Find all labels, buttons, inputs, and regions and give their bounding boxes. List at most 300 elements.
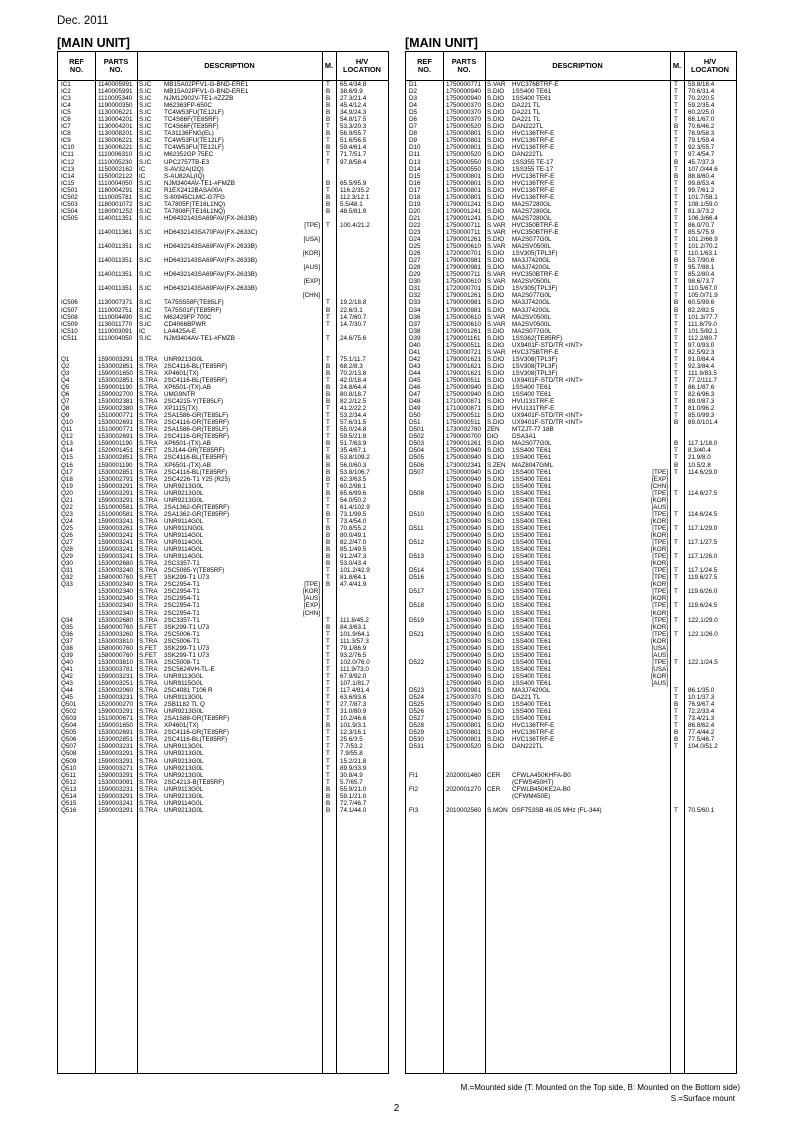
parts-no: 1590001190: [98, 384, 133, 392]
table-row: [58, 137, 388, 144]
parts-no: 1110002751: [98, 306, 133, 314]
table-row: [58, 433, 388, 440]
table-row: [58, 377, 388, 384]
destination: [KOR]: [650, 560, 668, 568]
description: HD6432143SA69FAV(FX-2633B): [164, 243, 257, 251]
hv-location: 119.6/27.5: [688, 574, 718, 582]
description: HD6432143SA69FAV(FX-2633B): [164, 271, 257, 279]
parts-no: 1750000940: [446, 658, 482, 666]
ref-no: Q44: [61, 687, 73, 695]
destination: [TPE]: [652, 539, 668, 547]
hv-location: 59.8/18.4: [688, 81, 715, 88]
parts-no: 1750000940: [446, 644, 482, 652]
description: CD4066BPWR: [164, 320, 206, 328]
parts-no: 1520001451: [98, 447, 134, 455]
ref-no: Q35: [61, 623, 73, 631]
description: 2SC2954-T1: [164, 595, 200, 603]
parts-no: 1110004490: [98, 313, 133, 321]
description: TA75S01F(TE85RF): [164, 306, 222, 314]
table-row: [406, 758, 736, 765]
ref-no: D39: [409, 334, 421, 342]
table-row: [58, 81, 388, 88]
table-row: [406, 708, 736, 715]
hv-location: 60.5/99.6: [688, 299, 715, 307]
part-type: S.FET: [139, 651, 157, 659]
table-row: [58, 208, 388, 215]
ref-no: IC3: [61, 95, 71, 103]
destination: [KOR]: [650, 532, 668, 539]
mounted-side: B: [326, 560, 331, 568]
ref-no: FI3: [409, 806, 419, 814]
hv-location: 117.4/81.4: [340, 687, 370, 695]
part-type: S.DIO: [487, 264, 505, 272]
mounted-side: T: [326, 630, 330, 638]
mounted-side: B: [326, 799, 331, 807]
hv-location: 107.0/44.6: [688, 165, 718, 173]
part-type: S.DIO: [487, 546, 505, 554]
parts-no: 1530002691: [98, 433, 134, 441]
table-row: [58, 469, 388, 476]
part-type: S.TRA: [139, 743, 158, 751]
ref-no: D6: [409, 116, 418, 124]
parts-no: 1750000940: [446, 532, 482, 539]
table-row: [406, 617, 736, 624]
destination: [KOR]: [650, 546, 668, 554]
description: 1SS400 TE61: [512, 489, 552, 497]
destination: [EXP]: [303, 278, 320, 286]
hv-location: 53.0/43.4: [340, 560, 367, 568]
table-row: [406, 363, 736, 370]
description: UNR9114G0L: [164, 546, 204, 554]
description: UNR9213G0L: [164, 489, 204, 497]
table-row: [406, 511, 736, 518]
description: UNR9115G0L: [164, 679, 204, 687]
parts-no: 1530002851: [98, 376, 134, 384]
part-type: S.IC: [139, 243, 152, 251]
ref-no: D506: [409, 461, 425, 469]
mounted-side: T: [326, 186, 330, 194]
part-type: S.TRA: [139, 602, 158, 610]
mounted-side: B: [326, 306, 331, 314]
parts-no: 1590003241: [98, 539, 134, 547]
table-row: [406, 236, 736, 243]
mounted-side: T: [326, 376, 330, 384]
ref-no: Q41: [61, 665, 73, 673]
mounted-side: T: [674, 348, 678, 356]
part-type: S.DIO: [487, 398, 505, 406]
destination: [CHN]: [650, 482, 668, 490]
mounted-side: T: [674, 250, 678, 258]
table-row: [406, 81, 736, 88]
table-row: [58, 363, 388, 370]
description: 2SC2954-T1: [164, 588, 200, 596]
description: 1SV305(TPL3F): [512, 285, 558, 293]
destination: [TPE]: [652, 630, 668, 638]
mounted-side: B: [326, 179, 331, 187]
table-row: [406, 144, 736, 151]
table-row: [406, 349, 736, 356]
mounted-side: T: [326, 687, 330, 695]
ref-no: D18: [409, 193, 421, 201]
mounted-side: B: [326, 532, 331, 539]
hv-location: 111.9/83.5: [688, 369, 717, 377]
parts-no: 1590001190: [98, 461, 133, 469]
hv-location: 51.6/56.5: [340, 137, 367, 145]
description: 1SS400 TE61: [512, 658, 552, 666]
hv-location: 62.3/63.5: [340, 475, 367, 483]
parts-no: 1530002340: [98, 609, 134, 617]
description: 1SS400 TE61: [512, 623, 552, 631]
ref-no: IC503: [61, 200, 78, 208]
description: HVC136TRF-E: [512, 193, 555, 201]
ref-no: D49: [409, 405, 421, 413]
mounted-side: T: [326, 151, 330, 159]
description: 2SA1362-GR(TE85RF): [164, 503, 230, 511]
parts-no: 1750000370: [446, 694, 482, 702]
ref-no: IC506: [61, 299, 78, 307]
ref-no: D529: [409, 729, 425, 737]
part-type: S.DIO: [487, 651, 505, 659]
part-type: S.DIO: [487, 355, 505, 363]
parts-no: 1750000940: [446, 391, 482, 399]
part-type: S.DIO: [487, 736, 505, 744]
hv-location: 101.2/66.9: [688, 236, 718, 244]
mounted-side: T: [674, 524, 678, 532]
ref-no: D26: [409, 250, 421, 258]
parts-no: 1750000940: [446, 496, 482, 504]
table-row: [406, 321, 736, 328]
description: 1SS400 TE61: [512, 391, 552, 399]
parts-no: 1590003231: [98, 743, 134, 751]
description: MA3J7420GL: [512, 299, 551, 307]
section-title-right: [MAIN UNIT]: [405, 36, 478, 50]
description: UNR9213G0L: [164, 708, 204, 716]
table-row: [406, 102, 736, 109]
hv-location: 7.7/53.2: [340, 743, 363, 751]
hv-location: 101.9/64.1: [340, 630, 370, 638]
table-row: [406, 137, 736, 144]
mounted-side: T: [674, 228, 678, 236]
mounted-side: T: [326, 320, 330, 328]
part-type: S.DIO: [487, 468, 505, 476]
table-row: [58, 779, 388, 786]
part-type: S.TRA: [139, 369, 158, 377]
part-type: S.TRA: [139, 539, 158, 547]
parts-no: 1750000940: [446, 475, 482, 483]
ref-no: D526: [409, 708, 425, 716]
destination: [TPE]: [652, 588, 668, 596]
part-type: S.IC: [139, 95, 152, 103]
destination: [CHN]: [302, 292, 320, 300]
mounted-side: B: [674, 419, 679, 427]
ref-no: D17: [409, 186, 421, 194]
mounted-side: T: [674, 334, 678, 342]
mounted-side: B: [326, 475, 331, 483]
part-type: S.DIO: [487, 701, 505, 709]
description: MA3J7420GL: [512, 257, 551, 265]
hv-location: 111.3/57.3: [340, 637, 369, 645]
description: 1SS400 TE61: [512, 546, 552, 554]
ref-no: D531: [409, 743, 425, 751]
ref-no: FI2: [409, 785, 419, 793]
table-row: [58, 638, 388, 645]
hv-location: 41.2/22.2: [340, 405, 367, 413]
mounted-side: T: [674, 687, 678, 695]
parts-no: 1750000801: [446, 729, 482, 737]
mounted-side: T: [326, 299, 330, 307]
description: 2SC4081 T106 R: [164, 687, 213, 695]
table-row: [406, 694, 736, 701]
table-body-right: [406, 81, 736, 814]
description: 2SC2954-T1: [164, 581, 200, 589]
hv-location: 77.4/44.2: [688, 729, 715, 737]
description: 2SC4116-BL(TE85RF): [164, 376, 228, 384]
hv-location: 86.0/70.7: [688, 221, 715, 229]
table-row: [58, 497, 388, 504]
part-type: S.DIO: [487, 588, 505, 596]
part-type: S.DIO: [487, 306, 505, 314]
mounted-side: B: [326, 454, 331, 462]
mounted-side: T: [326, 482, 330, 490]
description: 2SC3357-T1: [164, 616, 200, 624]
table-header: [406, 52, 736, 81]
parts-no: 1750000370: [446, 116, 482, 124]
parts-no: 1530002691: [98, 729, 134, 737]
mounted-side: T: [326, 764, 330, 772]
hv-location: 56.9/55.7: [340, 130, 367, 138]
parts-no: 1510000581: [98, 510, 134, 518]
description: DAN222TL: [512, 151, 544, 159]
destination: [AUS]: [303, 264, 320, 272]
table-row: [406, 116, 736, 123]
description: MB15A02PFV1-G-BND-ERE1: [164, 81, 249, 88]
description: UX9401F-STD/TR <INT>: [512, 376, 583, 384]
part-type: S.DIO: [487, 665, 505, 673]
table-row: [406, 553, 736, 560]
ref-no: D44: [409, 369, 421, 377]
mounted-side: B: [674, 729, 679, 737]
part-type: S.IC: [139, 271, 152, 279]
mounted-side: T: [326, 412, 330, 420]
part-type: IC: [139, 327, 146, 335]
section-title-left: [MAIN UNIT]: [57, 36, 130, 50]
mounted-side: T: [326, 750, 330, 758]
hv-location: 117.1/29.0: [688, 524, 718, 532]
part-type: S.TRA: [139, 496, 158, 504]
table-row: [58, 624, 388, 631]
ref-no: Q19: [61, 482, 73, 490]
hv-location: 38.6/9.9: [340, 88, 363, 96]
destination: [KOR]: [302, 250, 320, 258]
ref-no: D514: [409, 567, 425, 575]
table-row: [406, 159, 736, 166]
hv-location: 57.6/31.5: [340, 419, 367, 427]
part-type: S.IC: [139, 299, 152, 307]
mounted-side: T: [674, 806, 678, 814]
parts-no: 1590003261: [98, 524, 134, 532]
table-row: [406, 715, 736, 722]
parts-no: 1750000711: [446, 228, 481, 236]
mounted-side: T: [674, 384, 678, 392]
parts-no: 1580000760: [98, 623, 134, 631]
hv-location: 97.0/93.0: [688, 341, 715, 349]
table-row: [406, 624, 736, 631]
description: 1SS400 TE61: [512, 496, 552, 504]
table-row: [58, 800, 388, 807]
hv-location: 70.6/46.2: [688, 123, 715, 131]
table-row: [406, 518, 736, 525]
parts-no: 1750000940: [446, 489, 482, 497]
hv-location: 65.5/95.9: [340, 179, 367, 187]
hv-location: 27.3/21.4: [340, 95, 367, 103]
hv-location: 99.7/61.2: [688, 186, 715, 194]
parts-no: 1530002680: [98, 616, 134, 624]
part-type: S.DIO: [487, 88, 505, 96]
col-mounted: M.: [324, 61, 334, 70]
table-row: [406, 278, 736, 285]
hv-location: 89.9/33.9: [340, 764, 367, 772]
mounted-side: T: [326, 679, 330, 687]
ref-no: D41: [409, 348, 421, 356]
ref-no: D2: [409, 88, 418, 96]
parts-no: 2020001460: [446, 771, 482, 779]
parts-no: 1530002851: [98, 468, 134, 476]
parts-no: 1590003291: [98, 757, 134, 765]
table-row: [406, 772, 736, 779]
table-row: [58, 166, 388, 173]
part-type: S.TRA: [139, 658, 158, 666]
part-type: S.DIO: [487, 419, 505, 427]
parts-no: 1510000771: [98, 426, 134, 434]
ref-no: D30: [409, 278, 421, 286]
ref-no: D11: [409, 151, 421, 159]
table-row: [406, 187, 736, 194]
table-row: [406, 765, 736, 772]
ref-no: D504: [409, 447, 425, 455]
ref-no: Q42: [61, 672, 73, 680]
part-type: S.DIO: [487, 539, 505, 547]
parts-no: 1750000511: [446, 412, 481, 420]
mounted-side: T: [326, 637, 330, 645]
ref-no: Q37: [61, 637, 73, 645]
parts-no: 1750000940: [446, 95, 482, 103]
destination: [KOR]: [302, 588, 320, 596]
ref-no: D25: [409, 243, 421, 251]
hv-location: 106.3/66.4: [688, 214, 718, 222]
ref-no: Q25: [61, 524, 73, 532]
hv-location: 60.2/25.0: [688, 109, 715, 117]
parts-no: 1750000940: [446, 595, 482, 603]
mounted-side: T: [674, 567, 678, 575]
description: TA75S558F(TE85LF): [164, 299, 224, 307]
part-type: S.DIO: [487, 581, 505, 589]
description: UNR9213G0L: [164, 757, 204, 765]
description: HD6432143SA70FAV(FX-2633C): [164, 228, 258, 236]
parts-no: 1750000940: [446, 602, 482, 610]
ref-no: Q509: [61, 757, 77, 765]
parts-no: 1750000801: [446, 722, 482, 730]
table-row: [58, 215, 388, 222]
table-row: [406, 546, 736, 553]
ref-no: D50: [409, 412, 421, 420]
ref-no: D501: [409, 426, 425, 434]
mounted-side: B: [326, 144, 331, 152]
mounted-side: T: [674, 236, 678, 244]
parts-no: 1750000550: [446, 158, 482, 166]
parts-no: 1710000871: [446, 405, 482, 413]
table-row: [58, 680, 388, 687]
description: 2SC4215-Y(TE85LF): [164, 398, 224, 406]
hv-location: 73.1/99.5: [340, 510, 367, 518]
table-row: [406, 257, 736, 264]
mounted-side: T: [674, 207, 678, 215]
parts-no: 1180001072: [98, 200, 133, 208]
destination: [AUS]: [303, 595, 320, 603]
part-type: S.DIO: [487, 123, 505, 131]
ref-no: Q30: [61, 560, 73, 568]
description: M62352GP 75EC: [164, 151, 214, 159]
parts-no: 1530003091: [98, 778, 134, 786]
ref-no: D34: [409, 306, 421, 314]
ref-no: Q38: [61, 644, 73, 652]
table-row: [406, 673, 736, 680]
hv-location: 70.2/13.8: [340, 369, 367, 377]
destination: [KOR]: [650, 637, 668, 645]
table-row: [406, 335, 736, 342]
part-type: S.DIO: [487, 574, 505, 582]
page-number: 2: [393, 1103, 400, 1114]
ref-no: IC1: [61, 81, 71, 88]
description: 1SS400 TE61: [512, 88, 552, 96]
ref-no: Q505: [61, 729, 77, 737]
mounted-side: B: [326, 553, 331, 561]
table-row: [58, 102, 388, 109]
mounted-side: T: [674, 320, 678, 328]
hv-location: 53.8/109.2: [340, 454, 370, 462]
parts-no: 1750000610: [446, 278, 482, 286]
parts-no: 1790001261: [446, 440, 482, 448]
hv-location: 80.8/18.7: [340, 391, 367, 399]
part-type: CER: [487, 785, 501, 793]
mounted-side: T: [326, 644, 330, 652]
ref-no: D4: [409, 102, 418, 110]
part-type: S.TRA: [139, 665, 158, 673]
parts-no: 1590003291: [98, 489, 134, 497]
parts-no: 1710000871: [446, 398, 482, 406]
hv-location: 92.3/84.4: [688, 362, 715, 370]
table-row: [58, 426, 388, 433]
description: TC4S66F(TE85RF): [164, 116, 219, 124]
parts-no: 1140011351: [98, 271, 133, 279]
parts-no: 1750000940: [446, 715, 482, 723]
table-row: [58, 271, 388, 278]
part-type: S.TRA: [139, 581, 158, 589]
parts-no: 1130006221: [98, 144, 133, 152]
description: 1SS400 TE61: [512, 447, 552, 455]
part-type: S.DIO: [487, 602, 505, 610]
parts-no: 1110005230: [98, 158, 133, 166]
table-row: [58, 511, 388, 518]
parts-no: 1590003241: [98, 517, 134, 525]
ref-no: D46: [409, 384, 421, 392]
mounted-side: T: [674, 200, 678, 208]
ref-no: Q13: [61, 440, 73, 448]
parts-no: 1750000711: [446, 221, 481, 229]
parts-no: 1750000940: [446, 539, 482, 547]
ref-no: D5: [409, 109, 418, 117]
description: UNR9114G0L: [164, 532, 204, 539]
hv-location: 42.0/18.4: [340, 376, 367, 384]
